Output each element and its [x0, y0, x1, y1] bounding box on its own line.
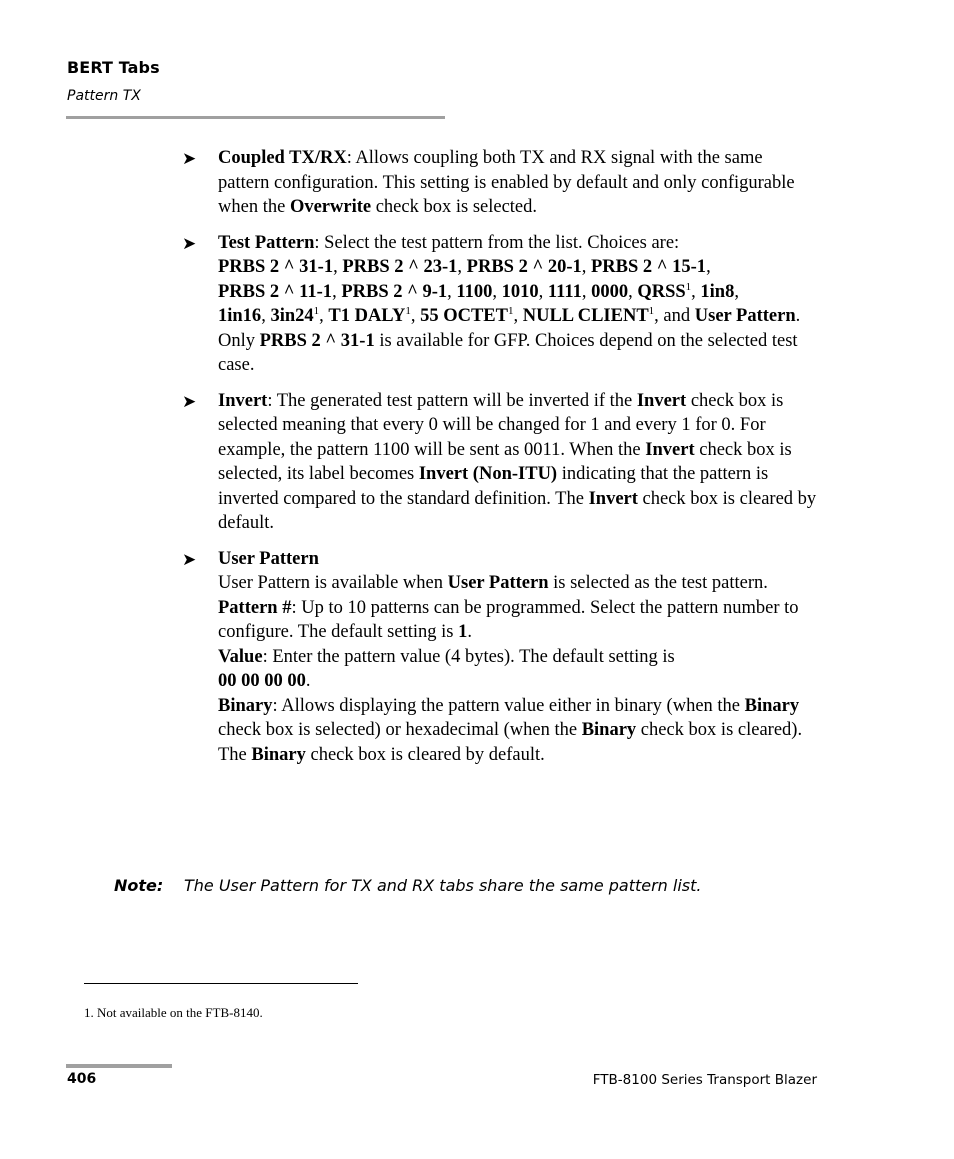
term-test-pattern: Test Pattern [218, 232, 315, 253]
header-rule [66, 116, 445, 119]
footnote-rule [84, 983, 358, 984]
bullet-item-user-pattern [182, 547, 818, 768]
paragraph-test-pattern: Test Pattern: Select the test pattern from the list. Choices are: [218, 232, 680, 253]
term-user-pattern: User Pattern [218, 548, 319, 569]
arrow-bullet-icon: ➤ [182, 391, 197, 412]
paragraph-binary: Binary: Allows displaying the pattern value either in binary (when the Binary check box is selected) or hexadecimal (when the Binary check box is cleared). The Binary check box is cleared by default. [218, 695, 803, 765]
paragraph-user-pattern-title [218, 547, 818, 572]
footnote: 1. Not available on the FTB-8140. [84, 1005, 263, 1020]
arrow-bullet-icon: ➤ [182, 233, 197, 254]
bullet-item-test-pattern [182, 231, 818, 378]
footer-rule [66, 1064, 172, 1068]
footer-product-name: FTB-8100 Series Transport Blazer [592, 1072, 817, 1088]
paragraph-invert: Invert: The generated test pattern will be inverted if the Invert check box is selected meaning that every 0 will be changed for 1 and every 1 for 0. For example, the pattern 1100 will be sent as 0011. When the Invert check box is selected, its label becomes Invert (Non-ITU) indicating that the pattern is inverted compared to the standard definition. The Invert check box is cleared by default. [218, 390, 817, 533]
paragraph-user-pattern-availability: User Pattern is available when User Pattern is selected as the test pattern. [218, 573, 768, 593]
running-header-title: BERT Tabs [67, 58, 160, 77]
arrow-bullet-icon: ➤ [182, 149, 197, 169]
term-invert: Invert [218, 390, 268, 411]
note-label: Note: [114, 876, 164, 895]
pattern-choices: PRBS 2 ^ 31-1, PRBS 2 ^ 23-1, PRBS 2 ^ 20-1, PRBS 2 ^ 15-1, PRBS 2 ^ 11-1, PRBS 2 ^ 9-1, 1100, 1010, 1111, 0000, QRSS$^1$, 1in8, 1in16, $3in24^1$, T1 DALY$^1$, 55 OCTET$^1$, NULL CLIENT$^1$, and User Pattern. Only PRBS 2 ^ 31-1 is available for GFP. Choices depend on the selected test case. [218, 257, 801, 375]
page-number: 406 [67, 1071, 97, 1087]
note [114, 876, 834, 895]
bullet-item-invert [182, 389, 818, 536]
paragraph-value: Value: Enter the pattern value (4 bytes). The default setting is 00 00 00 00. [218, 646, 675, 691]
arrow-bullet-icon: ➤ [182, 549, 197, 570]
paragraph-coupled: Coupled TX/RX: Allows coupling both TX and RX signal with the same pattern configuration. This setting is enabled by default and only configurable when the Overwrite check box is selected. [218, 148, 795, 217]
bullet-item-coupled [182, 146, 818, 220]
running-header-subtitle: Pattern TX [67, 88, 141, 104]
body-content [182, 146, 818, 778]
paragraph-pattern-number: Pattern #: Up to 10 patterns can be programmed. Select the pattern number to configure. The default setting is 1. [218, 597, 799, 642]
term-coupled: Coupled TX/RX [218, 148, 347, 168]
note-text: The User Pattern for TX and RX tabs share the same pattern list. [184, 876, 702, 895]
